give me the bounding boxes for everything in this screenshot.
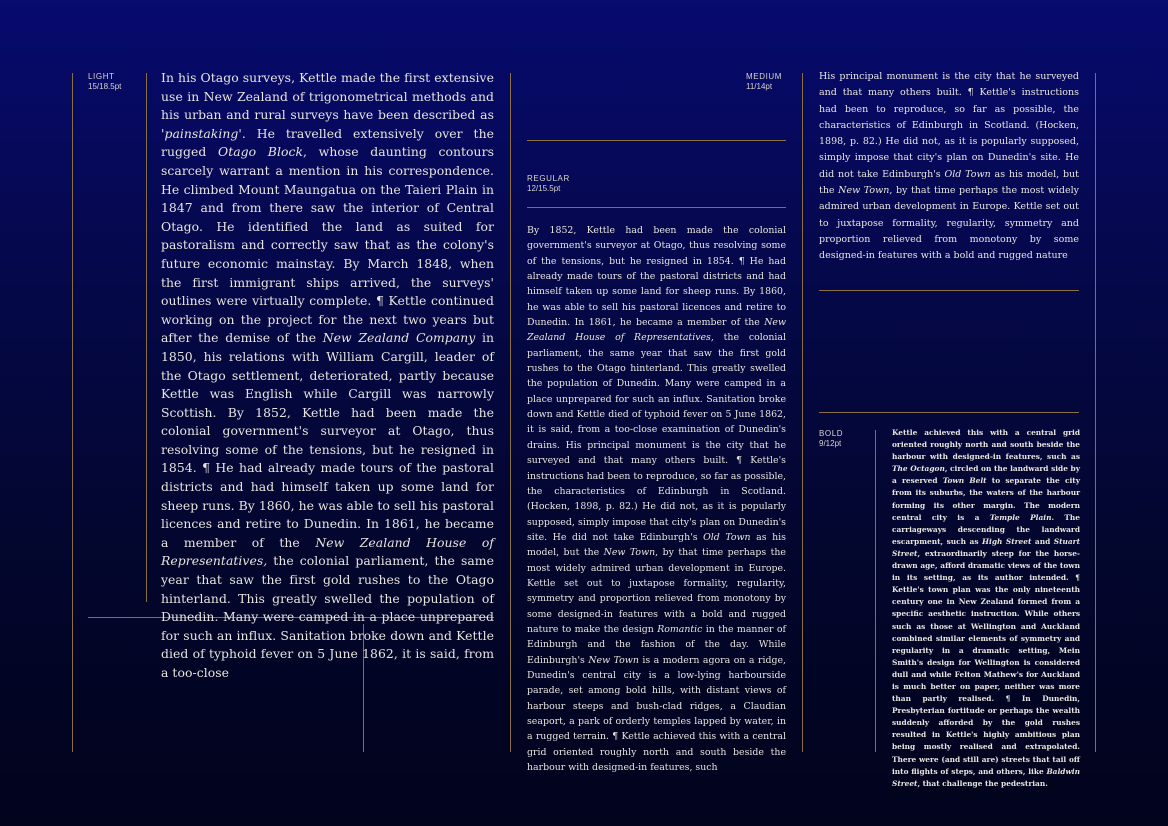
divider-bold-label bbox=[875, 430, 876, 752]
italic-run: New Zealand House of Representatives, bbox=[161, 534, 494, 569]
italic-run: Town Belt bbox=[942, 476, 987, 486]
italic-run: New Town bbox=[838, 185, 890, 197]
text-run: In his Otago surveys, Kettle made the first extensive use in New Zealand of trigonometrical methods and his urban and rural surveys have been described as bbox=[161, 70, 494, 123]
italic-run: Romantic bbox=[657, 623, 703, 635]
italic-run: Otago Block bbox=[217, 144, 304, 160]
text-run: Kettle achieved this with a central grid oriented roughly north and south beside the harbour with designed-in features, such as bbox=[892, 428, 1080, 462]
medium-weight-label bbox=[746, 72, 782, 92]
regular-size-spec: 12/15.5pt bbox=[527, 184, 561, 193]
italic-run: Temple Plain bbox=[989, 512, 1052, 522]
italic-run: New Town bbox=[603, 547, 656, 559]
rule-regular-label bbox=[527, 207, 786, 208]
rule-regular-top bbox=[527, 140, 786, 141]
italic-run: New Town bbox=[588, 654, 639, 666]
divider-right-outer bbox=[1095, 73, 1096, 752]
italic-run: Stuart Street bbox=[892, 536, 1080, 558]
text-run: is a modern agora on a ridge, Dunedin's central city is a low-lying harbourside parade, set among bold hills, with distant views of harbour steeps and bush-clad ridges, a Claudian seaport, a park of orderly temples lapped by water, in a rugged terrain. ¶ Kettle achieved this with a central grid oriented roughly north and south beside the harbour with designed-in features, such bbox=[527, 654, 786, 774]
bold-weight-name: BOLD bbox=[819, 429, 844, 438]
italic-run: The Octagon bbox=[892, 464, 945, 474]
text-run: , by that time perhaps the most widely admired urban development in Europe. Kettle set out to juxtapose formality, regularity, symmetry and proportion relieved from monotony by some designed-in features with a bold and rugged nature to make the design bbox=[527, 547, 786, 635]
italic-run: High Street bbox=[982, 536, 1032, 546]
divider-left-outer bbox=[72, 73, 73, 752]
italic-run: Old Town bbox=[944, 168, 991, 180]
divider-center bbox=[510, 73, 511, 752]
bold-weight-label bbox=[819, 429, 843, 449]
medium-weight-name: MEDIUM bbox=[746, 72, 783, 81]
text-run: By 1852, Kettle had been made the colonial government's surveyor at Otago, thus resolving some of the tensions, but he resigned in 1854. ¶ He had already made tours of the pastoral districts and had himself taken up some land for sheep runs. By 1860, he was able to sell his pastoral licences and retire to Dunedin. In 1861, he became a member of the bbox=[527, 225, 786, 329]
rule-bold-top bbox=[819, 412, 1079, 413]
text-run: and bbox=[1031, 536, 1054, 546]
divider-light-label bbox=[146, 73, 147, 602]
regular-weight-label bbox=[527, 174, 570, 194]
bold-size-spec: 9/12pt bbox=[819, 439, 842, 448]
text-run: , that challenge the pedestrian. bbox=[917, 778, 1048, 788]
text-run: as his model, but the bbox=[819, 168, 1079, 197]
medium-size-spec: 11/14pt bbox=[746, 82, 773, 91]
italic-run: 'painstaking' bbox=[161, 125, 242, 141]
italic-run: Baldwin Street bbox=[892, 766, 1080, 788]
text-run: , by that time perhaps the most widely admired urban development in Europe. Kettle set out to juxtapose formality, regularity, symmetry and proportion relieved from monotony by some designed-in features with a bold and rugged nature bbox=[819, 185, 1079, 262]
italic-run: New Zealand Company bbox=[322, 330, 476, 346]
text-run: , whose daunting contours scarcely warrant a mention in his correspondence. He climbed Mount Maungatua on the Taieri Plain in 1847 and from there saw the interior of Central Otago. He identified the land as suited for pastoralism and correctly saw that as the colony's future economic mainstay. By March 1848, when the first immigrant ships arrived, the surveys' outlines were virtually complete. ¶ Kettle continued working on the project for the next two years but after the demise of the bbox=[161, 144, 494, 346]
text-run: , extraordinarily steep for the horse-drawn age, afford dramatic views of the town in its setting, as its author intended. ¶ Kettle's town plan was the only nineteenth century one in New Zealand formed from a specific aesthetic instruction. While others such as those at Wellington and Auckland combined similar elements of symmetry and regularity in a dramatic setting, Mein Smith's design for Wellington is considered dull and while Felton Mathew's for Auckland is much better on paper, neither was more than partly realised. ¶ In Dunedin, Presbyterian fortitude or perhaps the wealth suddenly afforded by the gold rushes resulted in Kettle's highly ambitious plan being mostly realised and extrapolated. There were (and still are) streets that tail off into flights of steps, and others, like bbox=[892, 548, 1080, 776]
light-weight-name: LIGHT bbox=[88, 72, 115, 81]
light-size-spec: 15/18.5pt bbox=[88, 82, 122, 91]
bold-specimen-text bbox=[892, 427, 1081, 788]
text-run: . The carriageways descending the landward escarpment, such as bbox=[892, 512, 1080, 546]
text-run: as his model, but the bbox=[527, 531, 786, 559]
text-run: the colonial parliament, the same year that saw the first gold rushes to the Otago hinterland. This greatly swelled the population of Dunedin. Many were camped in a place unprepared for such an influx. Sanitation broke down and Kettle died of typhoid fever on 5 June 1862, it is said, from a too-close bbox=[161, 553, 494, 680]
italic-run: New Zealand House of Representatives bbox=[527, 317, 786, 344]
text-run: in 1850, his relations with William Cargill, leader of the Otago settlement, deteriorated, partly because Kettle was English while Cargill was narrowly Scottish. By 1852, Kettle had been made the colonial government's surveyor at Otago, thus resolving some of the tensions, but he resigned in 1854. ¶ He had already made tours of the pastoral districts and had himself taken up some land for sheep runs. By 1860, he was able to sell his pastoral licences and retire to Dunedin. In 1861, he became a member of the bbox=[161, 330, 494, 550]
light-weight-label bbox=[88, 72, 121, 92]
text-run: in the manner of Edinburgh and the fashion of the day. While Edinburgh's bbox=[527, 623, 787, 666]
medium-specimen-text bbox=[819, 69, 1079, 267]
text-run: His principal monument is the city that he surveyed and that many others built. ¶ Kettle's instructions had been to reproduce, so far as possible, the characteristics of Edinburgh in Scotland. (Hocken, 1898, p. 82.) He did not, as it is popularly supposed, simply impose that city's plan on Dunedin's site. He did not take Edinburgh's bbox=[819, 71, 1079, 180]
text-run: , the colonial parliament, the same year that saw the first gold rushes to the Otago hinterland. This greatly swelled the population of Dunedin. Many were camped in a place unprepared for such an influx. Sanitation broke down and Kettle died of typhoid fever on 5 June 1862, it is said, from a too-close examination of Dunedin's drains. His principal monument is the city that he surveyed and that many others built. ¶ Kettle's instructions had been to reproduce, so far as possible, the characteristics of Edinburgh in Scotland. (Hocken, 1898, p. 82.) He did not, as it is popularly supposed, simply impose that city's plan on Dunedin's site. He did not take Edinburgh's bbox=[527, 332, 786, 543]
italic-run: Old Town bbox=[703, 531, 751, 543]
rule-medium-bottom bbox=[819, 290, 1079, 291]
regular-weight-name: REGULAR bbox=[527, 174, 570, 183]
text-run: . He travelled extensively over the rugged bbox=[161, 125, 494, 160]
regular-specimen-text bbox=[527, 223, 787, 774]
divider-center-right bbox=[802, 73, 803, 752]
text-run: , circled on the landward side by a reserved bbox=[892, 464, 1080, 486]
text-run: to separate the city from its suburbs, the waters of the harbour forming its other margin. The modern central city is a bbox=[892, 476, 1081, 522]
light-specimen-text bbox=[161, 69, 494, 680]
